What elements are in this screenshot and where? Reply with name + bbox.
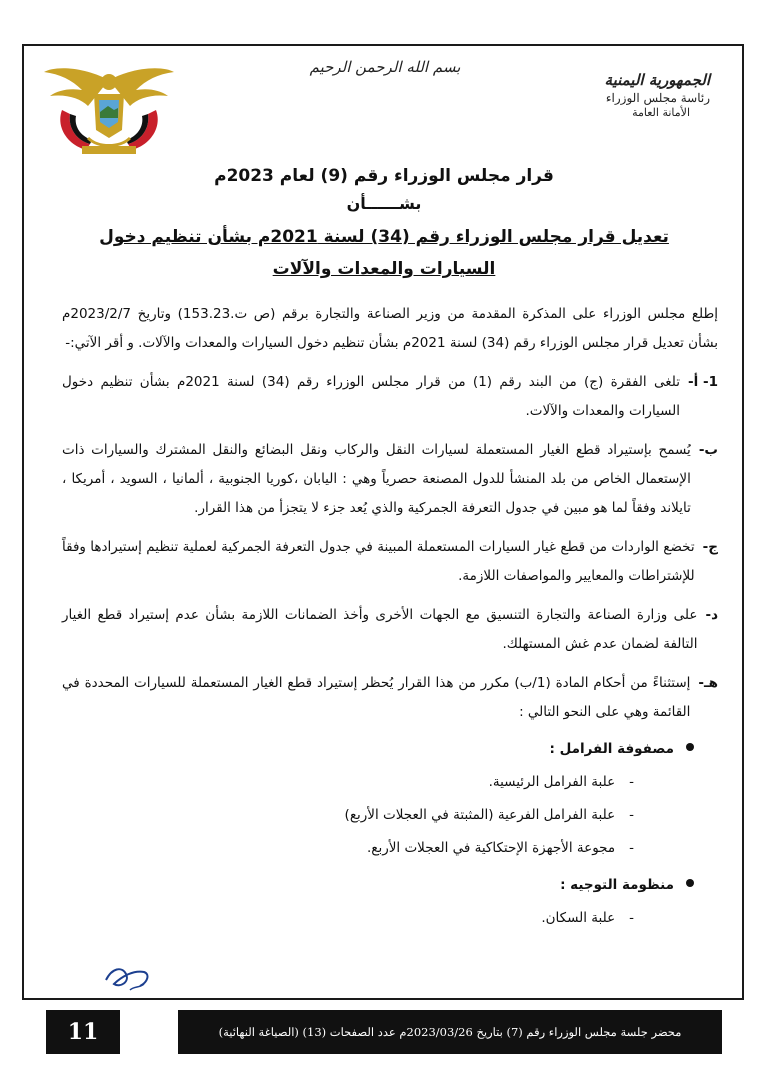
clause-marker: 1- أ- [688,374,718,390]
list-item: -مجوعة الأجهزة الإحتكاكية في العجلات الأربع. [366,840,634,856]
secretariat-name: الأمانة العامة [632,106,690,120]
yemen-eagle-emblem [42,60,176,160]
clause-text: تلغى الفقرة (ج) من البند رقم (1) من قرار مجلس الوزراء رقم (34) لسنة 2021م بشأن تنظيم دخول السيارات والمعدات والآلات. [62,374,681,419]
clause-h [62,669,718,727]
clause-b [62,436,718,523]
brakes-heading [62,735,694,764]
bullet-icon [686,879,694,887]
decree-titles [60,166,708,286]
government-header [520,70,710,121]
list-item: -علبة السكان. [541,910,634,926]
clause-text: تخضع الواردات من قطع غيار السيارات المستعملة المبينة في جدول التعرفة الجمركية لعملية تنظيم إستيرادها وفقاً للإشتراطات والمعايير والمواصفات اللازمة. [62,539,695,584]
steering-heading-text: منظومة التوجيه : [560,877,674,893]
intro-paragraph: إطلع مجلس الوزراء على المذكرة المقدمة من وزير الصناعة والتجارة برقم (ص ت.153.23) وتاريخ 2023/2/7م بشأن تعديل قرار مجلس الوزراء رقم (34) لسنة 2021م بشأن تنظيم دخول السيارات والمعدات والآلات. و أقر الآتي:- [62,306,718,351]
clause-d [62,601,718,659]
clause-1a [62,368,718,426]
decree-body [62,300,718,933]
basmala: بسم الله الرحمن الرحيم [309,58,461,76]
clause-c [62,533,718,591]
clause-text: على وزارة الصناعة والتجارة التنسيق مع الجهات الأخرى وأخذ الضمانات اللازمة بشأن عدم إستيراد قطع الغيار التالفة لضمان عدم غش المستهلك. [62,607,698,652]
bullet-icon [686,743,694,751]
list-item: -علبة الفرامل الرئيسية. [488,774,634,790]
page-number: 11 [46,1010,120,1054]
clause-marker: ب- [698,442,718,458]
clause-marker: ج- [702,539,718,555]
decree-subject: تعديل قرار مجلس الوزراء رقم (34) لسنة 2021م بشأن تنظيم دخول السيارات والمعدات والآلات [99,227,669,280]
brakes-heading-text: مصفوفة الفرامل : [549,741,674,757]
presidency-name: رئاسة مجلس الوزراء [605,91,710,106]
clause-text: إستثناءً من أحكام المادة (1/ب) مكرر من هذا القرار يُحظر إستيراد قطع الغيار المستعملة للسيارات المحددة في القائمة وهي على النحو التالي : [62,675,691,720]
decree-title: قرار مجلس الوزراء رقم (9) لعام 2023م [214,166,554,186]
clause-marker: د- [705,607,718,623]
list-item: -علبة الفرامل الفرعية (المثبتة في العجلات الأربع) [344,807,634,823]
steering-heading [62,871,694,900]
signature-scribble [100,960,156,994]
republic-name: الجمهورية اليمنية [604,71,710,89]
clause-marker: هـ- [698,675,718,691]
footer-minutes: محضر جلسة مجلس الوزراء رقم (7) بتاريخ 2023/03/26م عدد الصفحات (13) (الصياغة النهائية) [178,1010,722,1054]
clause-text: يُسمح بإستيراد قطع الغيار المستعملة لسيارات النقل والركاب ونقل البضائع والنقل المشترك والسيارات ذات الإستعمال الخاص من بلد المنشأ للدول المصنعة حصرياً وهي : اليابان ،كوريا الجنوبية ، ألمانيا ، السويد ، أمريكا ، تايلاند وفقاً لما هو مبين في جدول التعرفة الجمركية والذي يُعد جزء لا يتجزأ من هذا القرار. [62,442,691,516]
regarding-label: بشــــــأن [346,194,422,213]
